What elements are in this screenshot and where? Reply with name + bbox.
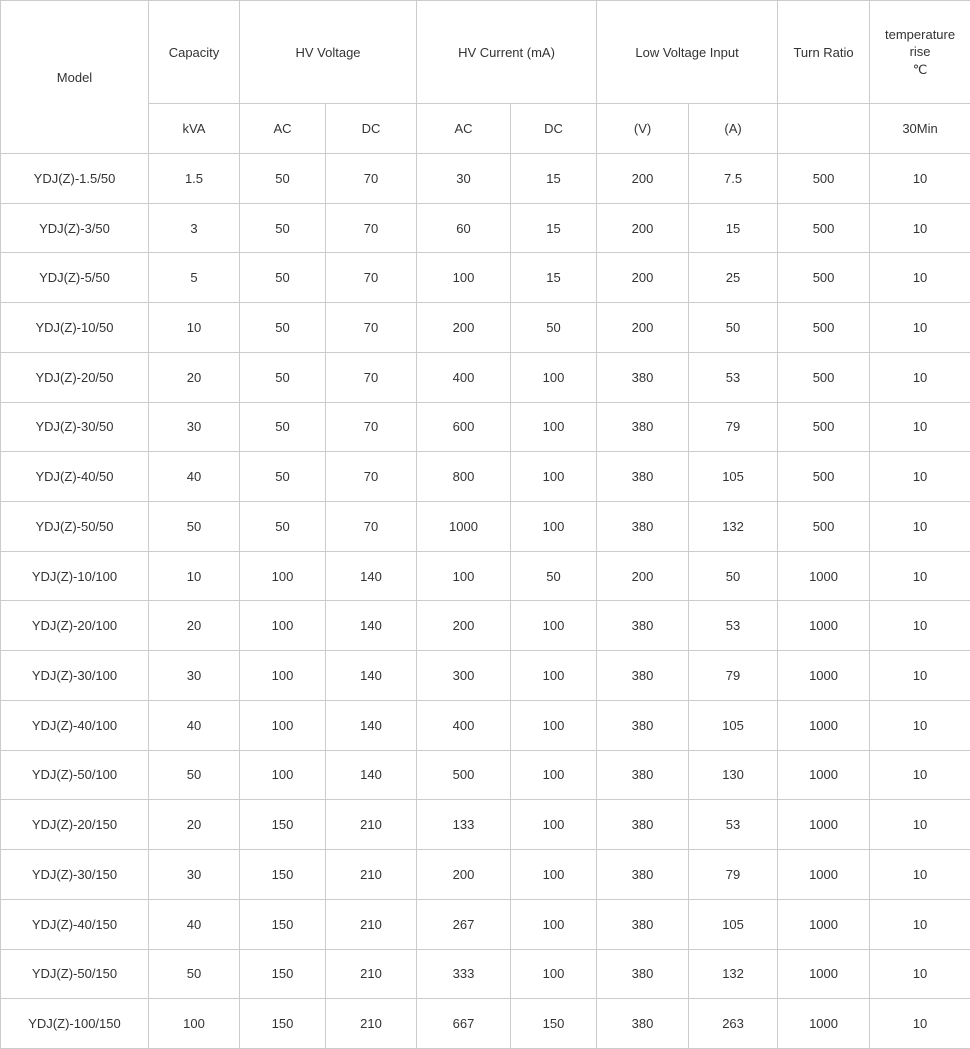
value-cell: 10: [870, 452, 970, 502]
value-cell: 25: [689, 253, 778, 303]
value-cell: 20: [149, 352, 240, 402]
value-cell: 200: [597, 303, 689, 353]
value-cell: 1000: [778, 999, 870, 1049]
value-cell: 380: [597, 949, 689, 999]
value-cell: 200: [597, 154, 689, 204]
table-row: [1, 551, 970, 601]
table-row: [1, 303, 970, 353]
value-cell: 70: [326, 452, 417, 502]
value-cell: 50: [149, 949, 240, 999]
model-cell: YDJ(Z)-20/150: [1, 800, 149, 850]
value-cell: 132: [689, 502, 778, 552]
value-cell: 333: [417, 949, 511, 999]
value-cell: 100: [511, 601, 597, 651]
value-cell: 70: [326, 154, 417, 204]
value-cell: 70: [326, 352, 417, 402]
table-row: [1, 203, 970, 253]
value-cell: 210: [326, 899, 417, 949]
value-cell: 100: [511, 949, 597, 999]
value-cell: 100: [240, 551, 326, 601]
value-cell: 150: [240, 949, 326, 999]
header-capacity: Capacity: [149, 1, 240, 104]
value-cell: 210: [326, 850, 417, 900]
table-row: [1, 601, 970, 651]
model-cell: YDJ(Z)-20/50: [1, 352, 149, 402]
value-cell: 140: [326, 601, 417, 651]
table-row: [1, 949, 970, 999]
value-cell: 70: [326, 303, 417, 353]
value-cell: 40: [149, 452, 240, 502]
table-row: [1, 402, 970, 452]
value-cell: 150: [511, 999, 597, 1049]
value-cell: 30: [149, 651, 240, 701]
value-cell: 210: [326, 800, 417, 850]
value-cell: 100: [240, 651, 326, 701]
value-cell: 380: [597, 502, 689, 552]
value-cell: 150: [240, 800, 326, 850]
value-cell: 500: [778, 452, 870, 502]
value-cell: 50: [240, 452, 326, 502]
value-cell: 50: [149, 750, 240, 800]
value-cell: 380: [597, 800, 689, 850]
value-cell: 300: [417, 651, 511, 701]
value-cell: 15: [511, 253, 597, 303]
value-cell: 150: [240, 899, 326, 949]
value-cell: 50: [240, 154, 326, 204]
value-cell: 140: [326, 750, 417, 800]
value-cell: 10: [149, 303, 240, 353]
value-cell: 10: [870, 651, 970, 701]
value-cell: 50: [240, 502, 326, 552]
value-cell: 500: [778, 402, 870, 452]
value-cell: 100: [511, 750, 597, 800]
value-cell: 380: [597, 402, 689, 452]
value-cell: 10: [870, 700, 970, 750]
value-cell: 20: [149, 800, 240, 850]
value-cell: 200: [597, 203, 689, 253]
value-cell: 263: [689, 999, 778, 1049]
value-cell: 50: [689, 303, 778, 353]
table-row: [1, 651, 970, 701]
header-hv-current-ac: AC: [417, 104, 511, 154]
value-cell: 10: [870, 502, 970, 552]
value-cell: 140: [326, 700, 417, 750]
value-cell: 10: [870, 601, 970, 651]
value-cell: 3: [149, 203, 240, 253]
value-cell: 100: [417, 253, 511, 303]
value-cell: 105: [689, 452, 778, 502]
value-cell: 79: [689, 850, 778, 900]
value-cell: 105: [689, 700, 778, 750]
header-hv-voltage-dc: DC: [326, 104, 417, 154]
value-cell: 79: [689, 651, 778, 701]
header-low-voltage-input: Low Voltage Input: [597, 1, 778, 104]
value-cell: 40: [149, 700, 240, 750]
value-cell: 380: [597, 352, 689, 402]
value-cell: 53: [689, 800, 778, 850]
value-cell: 1000: [778, 800, 870, 850]
model-cell: YDJ(Z)-50/100: [1, 750, 149, 800]
value-cell: 10: [870, 352, 970, 402]
value-cell: 1.5: [149, 154, 240, 204]
value-cell: 380: [597, 700, 689, 750]
model-cell: YDJ(Z)-3/50: [1, 203, 149, 253]
value-cell: 200: [417, 850, 511, 900]
table-row: [1, 502, 970, 552]
value-cell: 1000: [778, 651, 870, 701]
model-cell: YDJ(Z)-100/150: [1, 999, 149, 1049]
value-cell: 380: [597, 601, 689, 651]
value-cell: 100: [511, 402, 597, 452]
value-cell: 1000: [778, 700, 870, 750]
table-row: [1, 999, 970, 1049]
value-cell: 10: [870, 949, 970, 999]
value-cell: 200: [417, 601, 511, 651]
table-row: [1, 253, 970, 303]
value-cell: 10: [149, 551, 240, 601]
header-turn-ratio: Turn Ratio: [778, 1, 870, 104]
value-cell: 1000: [778, 601, 870, 651]
value-cell: 100: [511, 651, 597, 701]
value-cell: 100: [511, 800, 597, 850]
value-cell: 50: [511, 303, 597, 353]
value-cell: 70: [326, 402, 417, 452]
value-cell: 10: [870, 402, 970, 452]
value-cell: 60: [417, 203, 511, 253]
value-cell: 500: [778, 303, 870, 353]
value-cell: 380: [597, 750, 689, 800]
value-cell: 50: [511, 551, 597, 601]
value-cell: 800: [417, 452, 511, 502]
table-row: [1, 899, 970, 949]
value-cell: 140: [326, 651, 417, 701]
header-hv-voltage: HV Voltage: [240, 1, 417, 104]
model-cell: YDJ(Z)-40/50: [1, 452, 149, 502]
value-cell: 5: [149, 253, 240, 303]
value-cell: 100: [240, 700, 326, 750]
value-cell: 100: [511, 452, 597, 502]
value-cell: 1000: [417, 502, 511, 552]
value-cell: 53: [689, 601, 778, 651]
value-cell: 132: [689, 949, 778, 999]
value-cell: 10: [870, 551, 970, 601]
value-cell: 380: [597, 452, 689, 502]
value-cell: 70: [326, 502, 417, 552]
value-cell: 70: [326, 203, 417, 253]
value-cell: 100: [240, 601, 326, 651]
celsius-symbol: ℃: [912, 61, 928, 77]
value-cell: 380: [597, 899, 689, 949]
value-cell: 40: [149, 899, 240, 949]
model-cell: YDJ(Z)-30/150: [1, 850, 149, 900]
header-group-row: [1, 1, 970, 104]
model-cell: YDJ(Z)-1.5/50: [1, 154, 149, 204]
value-cell: 400: [417, 700, 511, 750]
value-cell: 200: [597, 551, 689, 601]
spec-table-header: [1, 1, 970, 154]
value-cell: 7.5: [689, 154, 778, 204]
value-cell: 1000: [778, 949, 870, 999]
value-cell: 20: [149, 601, 240, 651]
value-cell: 380: [597, 850, 689, 900]
value-cell: 10: [870, 899, 970, 949]
value-cell: 133: [417, 800, 511, 850]
value-cell: 500: [778, 253, 870, 303]
value-cell: 10: [870, 154, 970, 204]
value-cell: 50: [240, 352, 326, 402]
table-row: [1, 352, 970, 402]
table-row: [1, 154, 970, 204]
value-cell: 10: [870, 750, 970, 800]
value-cell: 100: [240, 750, 326, 800]
value-cell: 400: [417, 352, 511, 402]
value-cell: 140: [326, 551, 417, 601]
value-cell: 10: [870, 999, 970, 1049]
table-row: [1, 850, 970, 900]
spec-table-body: [1, 154, 970, 1049]
value-cell: 70: [326, 253, 417, 303]
value-cell: 210: [326, 999, 417, 1049]
table-row: [1, 700, 970, 750]
model-cell: YDJ(Z)-30/100: [1, 651, 149, 701]
value-cell: 100: [511, 850, 597, 900]
value-cell: 79: [689, 402, 778, 452]
model-cell: YDJ(Z)-40/100: [1, 700, 149, 750]
model-cell: YDJ(Z)-50/150: [1, 949, 149, 999]
value-cell: 50: [240, 253, 326, 303]
model-cell: YDJ(Z)-10/50: [1, 303, 149, 353]
value-cell: 380: [597, 999, 689, 1049]
value-cell: 30: [149, 850, 240, 900]
value-cell: 1000: [778, 850, 870, 900]
table-row: [1, 452, 970, 502]
header-low-voltage-v: (V): [597, 104, 689, 154]
value-cell: 15: [511, 154, 597, 204]
value-cell: 100: [511, 502, 597, 552]
model-cell: YDJ(Z)-50/50: [1, 502, 149, 552]
table-row: [1, 800, 970, 850]
header-capacity-unit: kVA: [149, 104, 240, 154]
header-hv-current: HV Current (mA): [417, 1, 597, 104]
header-temperature-rise: [870, 1, 970, 104]
header-model: Model: [1, 1, 149, 154]
value-cell: 100: [417, 551, 511, 601]
value-cell: 100: [511, 352, 597, 402]
value-cell: 130: [689, 750, 778, 800]
value-cell: 10: [870, 303, 970, 353]
value-cell: 50: [240, 203, 326, 253]
value-cell: 667: [417, 999, 511, 1049]
value-cell: 500: [417, 750, 511, 800]
model-cell: YDJ(Z)-20/100: [1, 601, 149, 651]
value-cell: 50: [240, 303, 326, 353]
value-cell: 210: [326, 949, 417, 999]
value-cell: 1000: [778, 551, 870, 601]
value-cell: 267: [417, 899, 511, 949]
value-cell: 10: [870, 253, 970, 303]
value-cell: 30: [417, 154, 511, 204]
value-cell: 150: [240, 850, 326, 900]
value-cell: 50: [240, 402, 326, 452]
value-cell: 500: [778, 154, 870, 204]
value-cell: 30: [149, 402, 240, 452]
value-cell: 53: [689, 352, 778, 402]
value-cell: 50: [149, 502, 240, 552]
value-cell: 500: [778, 502, 870, 552]
value-cell: 500: [778, 203, 870, 253]
value-cell: 1000: [778, 750, 870, 800]
value-cell: 10: [870, 203, 970, 253]
value-cell: 150: [240, 999, 326, 1049]
model-cell: YDJ(Z)-30/50: [1, 402, 149, 452]
value-cell: 100: [149, 999, 240, 1049]
value-cell: 200: [417, 303, 511, 353]
value-cell: 15: [689, 203, 778, 253]
value-cell: 50: [689, 551, 778, 601]
value-cell: 100: [511, 700, 597, 750]
table-row: [1, 750, 970, 800]
value-cell: 10: [870, 800, 970, 850]
value-cell: 100: [511, 899, 597, 949]
value-cell: 600: [417, 402, 511, 452]
value-cell: 105: [689, 899, 778, 949]
model-cell: YDJ(Z)-40/150: [1, 899, 149, 949]
header-hv-voltage-ac: AC: [240, 104, 326, 154]
header-turn-ratio-unit: [778, 104, 870, 154]
value-cell: 200: [597, 253, 689, 303]
header-temperature-rise-duration: 30Min: [870, 104, 970, 154]
temperature-rise-label: temperature rise: [885, 26, 956, 60]
value-cell: 15: [511, 203, 597, 253]
header-low-voltage-a: (A): [689, 104, 778, 154]
model-cell: YDJ(Z)-5/50: [1, 253, 149, 303]
value-cell: 500: [778, 352, 870, 402]
value-cell: 1000: [778, 899, 870, 949]
header-hv-current-dc: DC: [511, 104, 597, 154]
model-cell: YDJ(Z)-10/100: [1, 551, 149, 601]
value-cell: 10: [870, 850, 970, 900]
value-cell: 380: [597, 651, 689, 701]
